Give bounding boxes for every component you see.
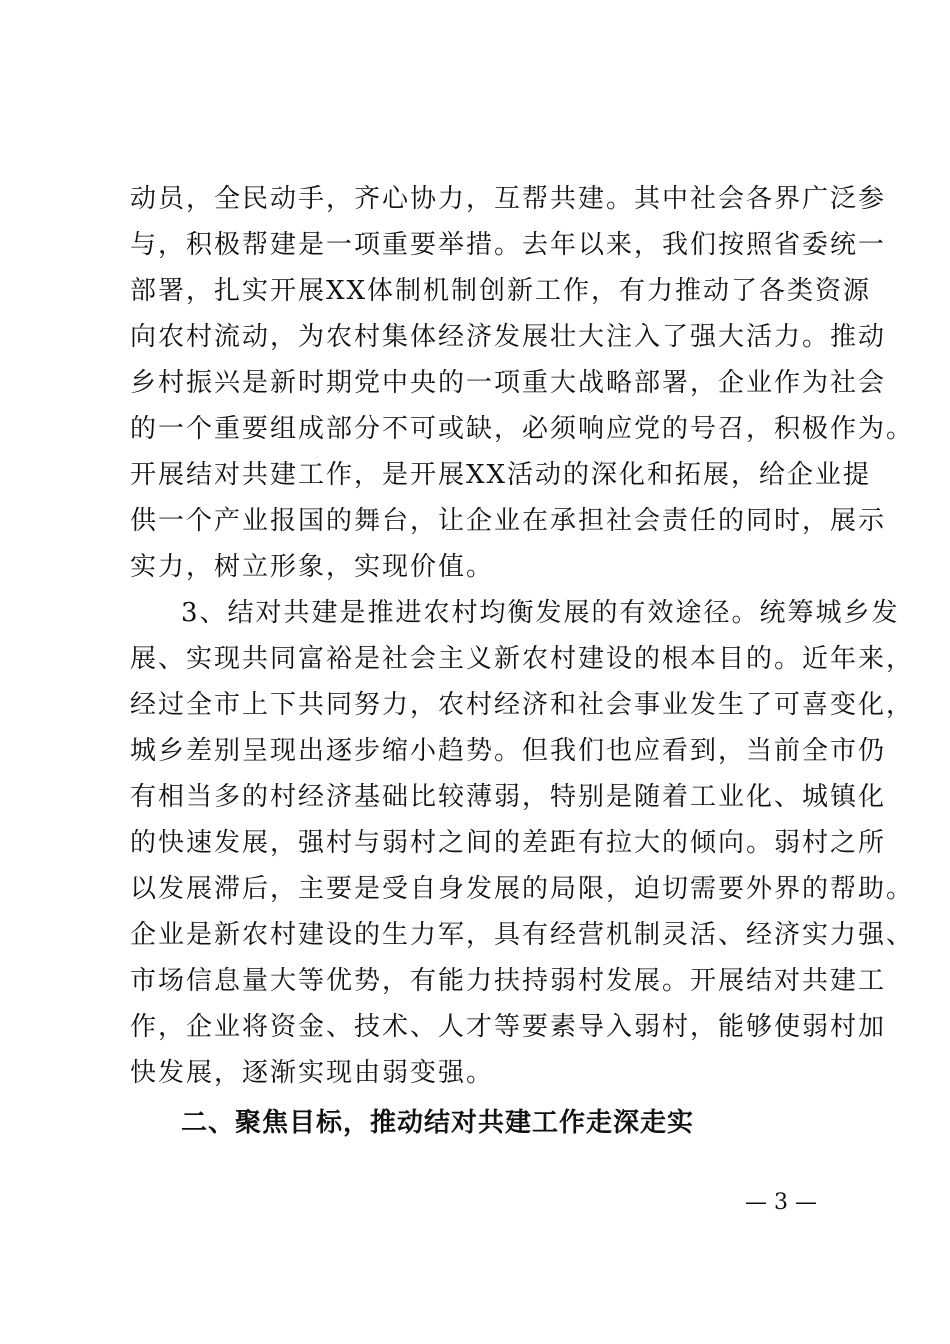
body-text-line: 展、实现共同富裕是社会主义新农村建设的根本目的。近年来， xyxy=(130,644,915,674)
body-text-line: 动员，全民动手，齐心协力，互帮共建。其中社会各界广泛参 xyxy=(130,184,887,214)
body-text-line: 与，积极帮建是一项重要举措。去年以来，我们按照省委统一 xyxy=(130,230,887,260)
body-text-line: 向农村流动，为农村集体经济发展壮大注入了强大活力。推动 xyxy=(130,322,887,352)
body-text-line: 的快速发展，强村与弱村之间的差距有拉大的倾向。弱村之所 xyxy=(130,828,887,858)
paragraph-first-line: 3、结对共建是推进农村均衡发展的有效途径。统筹城乡发 xyxy=(181,598,900,628)
body-text-line: 开展结对共建工作，是开展XX活动的深化和拓展，给企业提 xyxy=(130,460,872,490)
body-text-line: 经过全市上下共同努力，农村经济和社会事业发生了可喜变化， xyxy=(130,690,915,720)
body-text-line: 作，企业将资金、技术、人才等要素导入弱村，能够使弱村加 xyxy=(130,1012,887,1042)
body-text-line: 乡村振兴是新时期党中央的一项重大战略部署，企业作为社会 xyxy=(130,368,887,398)
body-text-line: 的一个重要组成部分不可或缺，必须响应党的号召，积极作为。 xyxy=(130,414,915,444)
body-text-line: 供一个产业报国的舞台，让企业在承担社会责任的同时，展示 xyxy=(130,506,887,536)
body-text-line: 有相当多的村经济基础比较薄弱，特别是随着工业化、城镇化 xyxy=(130,782,887,812)
body-text-line: 快发展，逐渐实现由弱变强。 xyxy=(130,1058,495,1088)
body-text-line: 城乡差别呈现出逐步缩小趋势。但我们也应看到，当前全市仍 xyxy=(130,736,887,766)
body-text-line: 实力，树立形象，实现价值。 xyxy=(130,552,495,582)
page-number: — 3 — xyxy=(745,1190,817,1215)
body-text-line: 部署，扎实开展XX体制机制创新工作，有力推动了各类资源 xyxy=(130,276,872,306)
body-text-line: 市场信息量大等优势，有能力扶持弱村发展。开展结对共建工 xyxy=(130,966,887,996)
body-text-line: 企业是新农村建设的生力军，具有经营机制灵活、经济实力强、 xyxy=(130,920,915,950)
body-text-line: 以发展滞后，主要是受自身发展的局限，迫切需要外界的帮助。 xyxy=(130,874,915,904)
section-heading: 二、聚焦目标，推动结对共建工作走深走实 xyxy=(181,1108,695,1138)
